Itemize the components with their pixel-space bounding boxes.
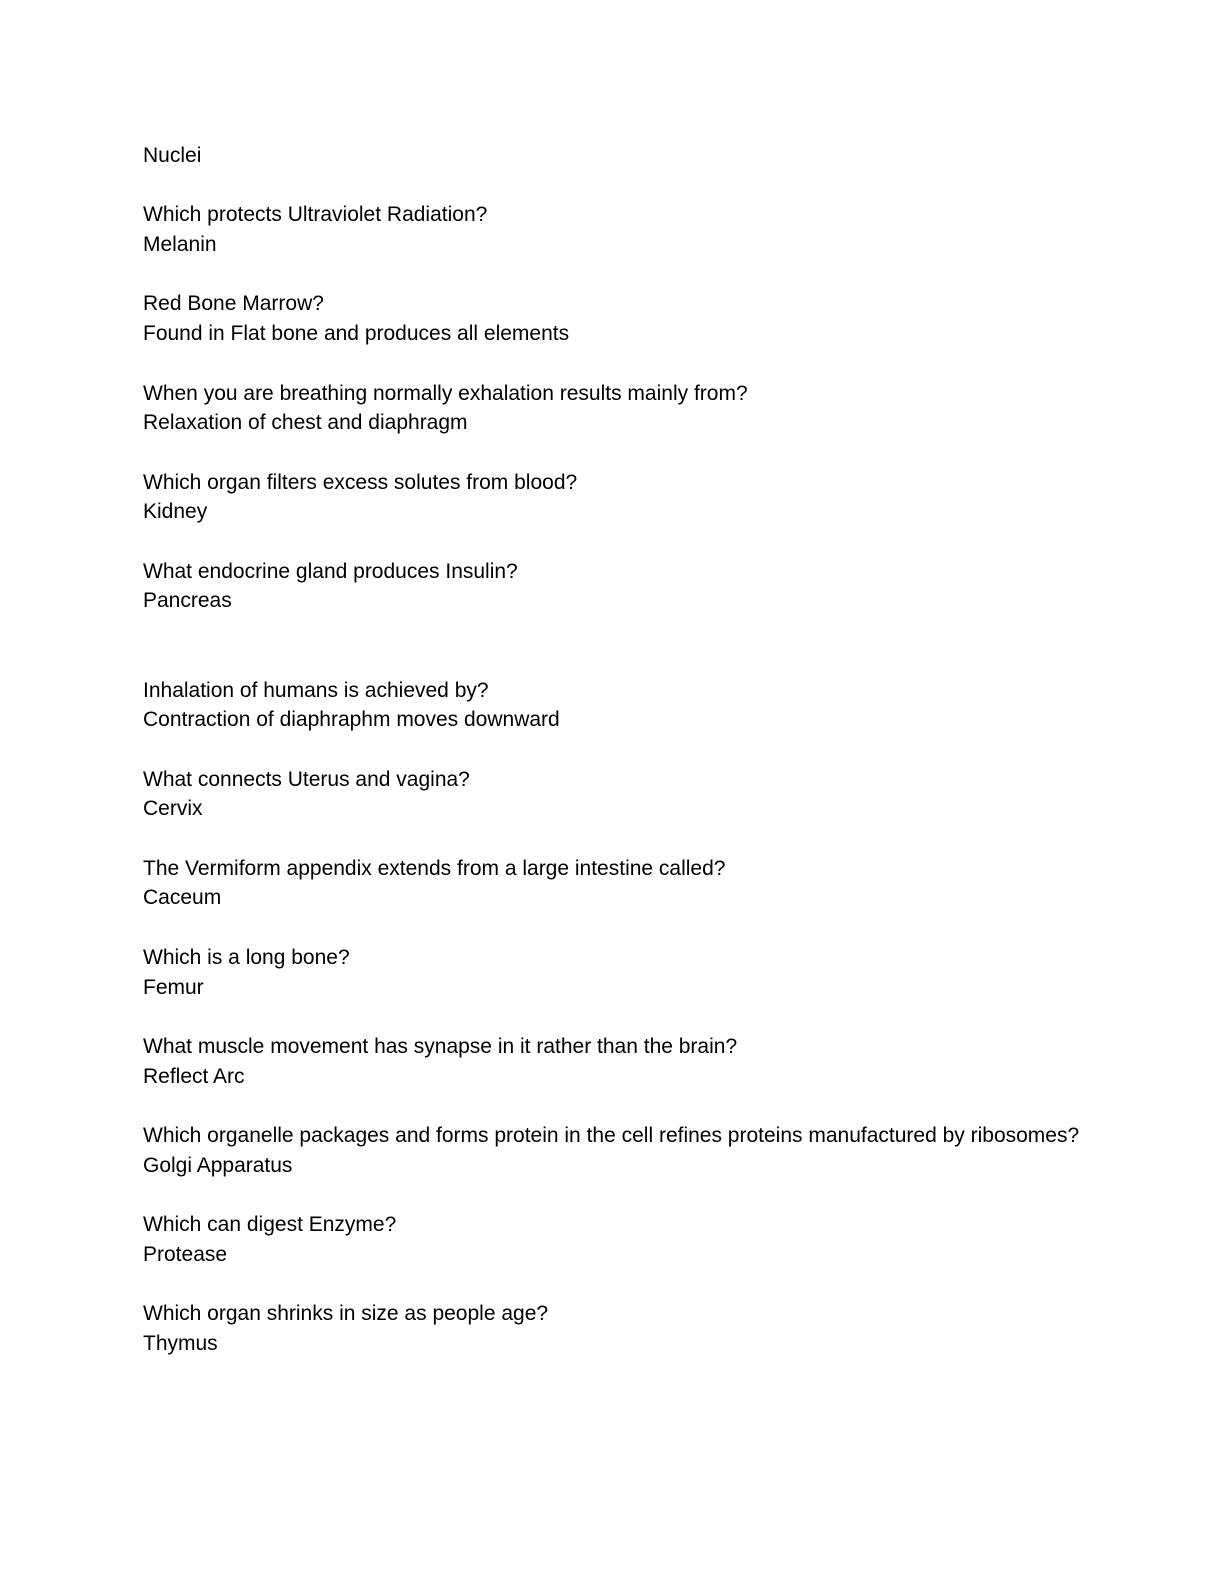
question-text: Which organelle packages and forms protein in the cell refines proteins manufactured by ribosomes?	[143, 1124, 1080, 1148]
spacer	[143, 616, 1083, 675]
answer-text: Caceum	[143, 886, 222, 910]
intro-answer: Nuclei	[143, 144, 202, 167]
answer-text: Golgi Apparatus	[143, 1153, 293, 1177]
answer-text: Reflect Arc	[143, 1064, 245, 1088]
spacer	[143, 1270, 1083, 1300]
qa-item	[143, 1210, 1083, 1269]
question-text: Which can digest Enzyme?	[143, 1213, 397, 1237]
qa-item	[143, 1299, 1083, 1358]
answer-text: Cervix	[143, 797, 203, 821]
answer-text: Melanin	[143, 233, 217, 257]
spacer	[143, 824, 1083, 854]
question-text: Which organ filters excess solutes from blood?	[143, 470, 578, 494]
question-text: What connects Uterus and vagina?	[143, 767, 470, 791]
answer-text: Protease	[143, 1242, 228, 1266]
spacer	[143, 171, 1083, 201]
spacer	[143, 735, 1083, 765]
answer-text: Kidney	[143, 500, 208, 524]
answer-text: Relaxation of chest and diaphragm	[143, 411, 468, 435]
qa-item	[143, 468, 1083, 527]
question-text: Which organ shrinks in size as people age?	[143, 1302, 549, 1326]
document-body	[143, 141, 1083, 1359]
spacer	[143, 1002, 1083, 1032]
qa-item	[143, 1032, 1083, 1091]
spacer	[143, 349, 1083, 379]
qa-item	[143, 200, 1083, 259]
question-text: Which protects Ultraviolet Radiation?	[143, 203, 488, 227]
qa-item	[143, 676, 1083, 735]
question-text: The Vermiform appendix extends from a large intestine called?	[143, 856, 726, 880]
qa-item	[143, 943, 1083, 1002]
answer-text: Femur	[143, 975, 204, 999]
answer-text: Found in Flat bone and produces all elements	[143, 322, 570, 346]
question-text: Red Bone Marrow?	[143, 292, 324, 316]
qa-item	[143, 557, 1083, 616]
answer-text: Pancreas	[143, 589, 232, 613]
qa-item	[143, 765, 1083, 824]
question-text: Inhalation of humans is achieved by?	[143, 678, 489, 702]
answer-text: Contraction of diaphraphm moves downward	[143, 708, 560, 732]
question-text: What muscle movement has synapse in it rather than the brain?	[143, 1034, 738, 1058]
answer-text: Thymus	[143, 1331, 218, 1355]
qa-item	[143, 1121, 1083, 1180]
spacer	[143, 1091, 1083, 1121]
spacer	[143, 913, 1083, 943]
question-text: When you are breathing normally exhalation results mainly from?	[143, 381, 748, 405]
spacer	[143, 527, 1083, 557]
question-text: Which is a long bone?	[143, 945, 350, 969]
question-text: What endocrine gland produces Insulin?	[143, 559, 518, 583]
spacer	[143, 438, 1083, 468]
spacer	[143, 1180, 1083, 1210]
qa-item	[143, 289, 1083, 348]
qa-item	[143, 379, 1083, 438]
qa-item	[143, 854, 1083, 913]
spacer	[143, 260, 1083, 290]
